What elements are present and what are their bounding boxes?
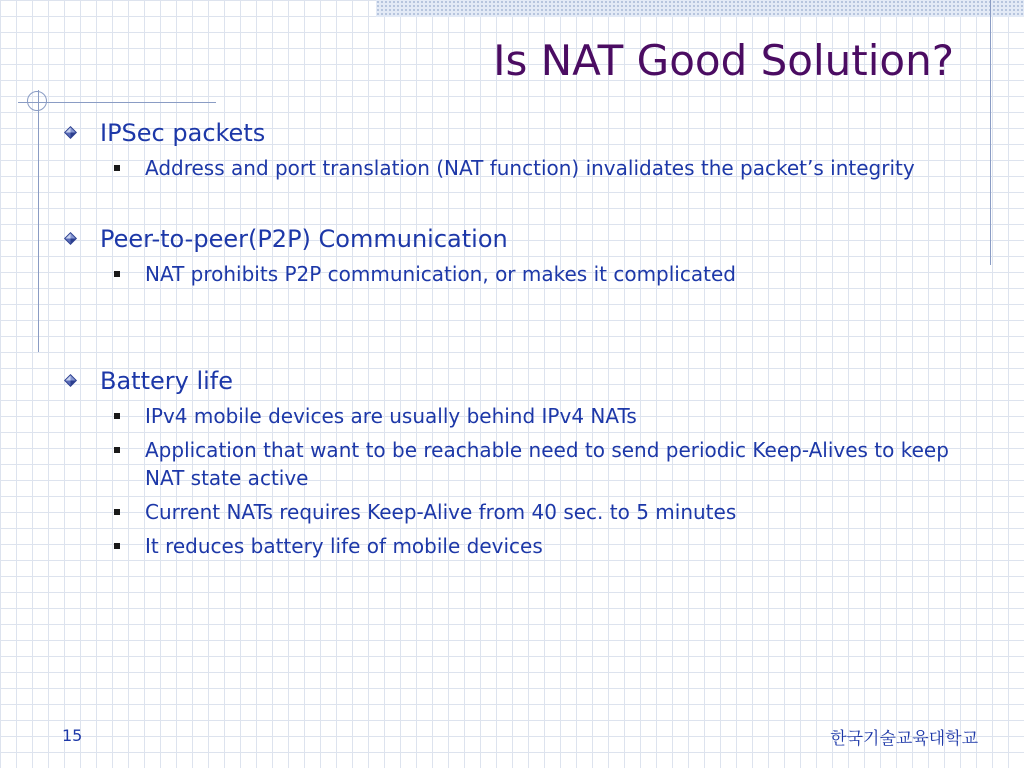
sub-bullet-list — [64, 402, 964, 560]
bullet-section-ipsec — [64, 116, 964, 182]
header-decorative-band — [376, 0, 1024, 17]
sub-bullet-text: Current NATs requires Keep-Alive from 40 sec. to 5 minutes — [145, 500, 737, 524]
sub-bullet-list — [64, 260, 964, 288]
diamond-bullet-icon — [64, 126, 77, 139]
decorative-vertical-line-right — [990, 0, 991, 265]
square-bullet-icon — [114, 165, 120, 171]
sub-bullet-text: Application that want to be reachable need to send periodic Keep-Alives to keep NAT state active — [145, 438, 949, 490]
square-bullet-icon — [114, 413, 120, 419]
bullet-heading-text: IPSec packets — [100, 119, 266, 147]
sub-bullet-text: NAT prohibits P2P communication, or makes it complicated — [145, 262, 736, 286]
square-bullet-icon — [114, 447, 120, 453]
square-bullet-icon — [114, 543, 120, 549]
bullet-heading — [64, 364, 964, 398]
bullet-heading — [64, 222, 964, 256]
diamond-bullet-icon — [64, 232, 77, 245]
slide-content — [64, 116, 964, 566]
sub-bullet-text: Address and port translation (NAT function) invalidates the packet’s integrity — [145, 156, 915, 180]
footer-organization: 한국기술교육대학교 — [830, 729, 978, 749]
square-bullet-icon — [114, 271, 120, 277]
decorative-circle — [27, 91, 47, 111]
sub-bullet-item — [64, 260, 964, 288]
sub-bullet-item — [64, 532, 964, 560]
decorative-horizontal-line — [18, 102, 216, 103]
sub-bullet-item — [64, 436, 964, 492]
sub-bullet-item — [64, 498, 964, 526]
decorative-vertical-line-left — [38, 90, 39, 352]
bullet-heading-text: Battery life — [100, 367, 234, 395]
sub-bullet-text: IPv4 mobile devices are usually behind IPv4 NATs — [145, 404, 637, 428]
bullet-heading — [64, 116, 964, 150]
page-number: 15 — [62, 726, 83, 745]
sub-bullet-item — [64, 402, 964, 430]
square-bullet-icon — [114, 509, 120, 515]
sub-bullet-list — [64, 154, 964, 182]
sub-bullet-text: It reduces battery life of mobile devices — [145, 534, 543, 558]
sub-bullet-item — [64, 154, 964, 182]
bullet-section-battery — [64, 364, 964, 560]
bullet-section-p2p — [64, 222, 964, 288]
bullet-heading-text: Peer-to-peer(P2P) Communication — [100, 225, 508, 253]
slide-title: Is NAT Good Solution? — [493, 36, 954, 85]
diamond-bullet-icon — [64, 374, 77, 387]
